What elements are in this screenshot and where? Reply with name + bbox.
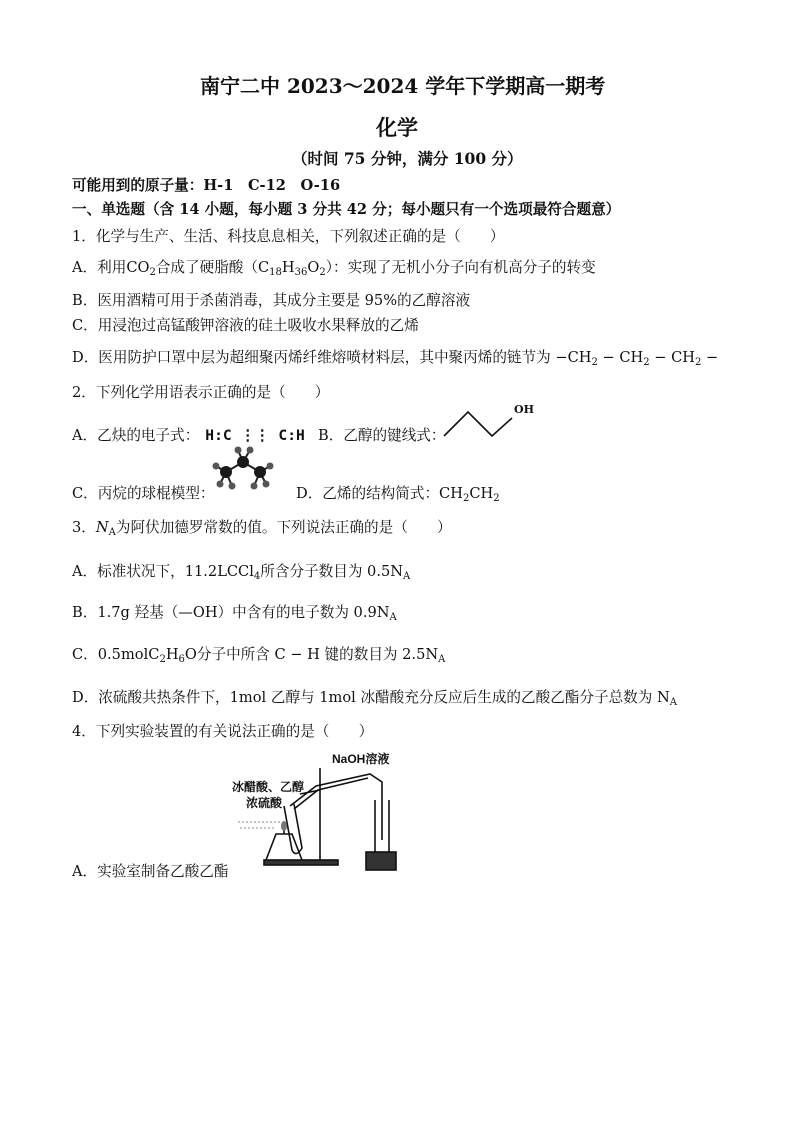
exam-title: 南宁二中 2023～2024 学年下学期高一期考 xyxy=(200,74,606,98)
q1-option-c: C．用浸泡过高锰酸钾溶液的硅土吸收水果释放的乙烯 xyxy=(72,317,419,334)
q1-option-d: D．医用防护口罩中层为超细聚丙烯纤维熔喷材料层，其中聚丙烯的链节为 $-CH_2 - CH_2 - CH_2$ − xyxy=(72,349,719,368)
time-note: （时间 75 分钟，满分 100 分） xyxy=(292,149,523,168)
q2-option-b-label: B．乙醇的键线式： xyxy=(318,427,446,444)
q1-stem: 1．化学与生产、生活、科技息息相关，下列叙述正确的是（ ） xyxy=(72,228,505,245)
q4-option-a: A．实验室制备乙酸乙酯 xyxy=(72,863,229,880)
q2-stem: 2．下列化学用语表示正确的是（ ） xyxy=(72,384,330,401)
acetylene-electron-formula: H꞉C ⋮⋮ C꞉H xyxy=(205,427,305,444)
q3-stem: 3．$N_A$为阿伏加德罗常数的值。下列说法正确的是（ ） xyxy=(72,519,452,538)
section-heading: 一、单选题（含 14 小题，每小题 3 分共 42 分；每小题只有一个选项最符合题意） xyxy=(72,201,621,218)
q2-option-d: D．乙烯的结构简式：$CH_2CH_2$ xyxy=(296,485,500,504)
q3-option-a: A．标准状况下，11.2LCCl$_4$所含分子数目为 $0.5N_A$ xyxy=(72,563,411,582)
fig-naoh-label: NaOH溶液 xyxy=(332,752,390,766)
q2-option-c: C．丙烷的球棍模型： xyxy=(72,485,215,502)
q3-option-d: D．浓硫酸共热条件下，1mol 乙醇与 1mol 冰醋酸充分反应后生成的乙酸乙酯分子总数为 $N_A$ xyxy=(72,689,678,708)
fig-reagents-label-1: 冰醋酸、乙醇 xyxy=(232,780,305,794)
subject-title: 化学 xyxy=(376,115,418,140)
q3-option-b: B．1.7g 羟基（—OH）中含有的电子数为 $0.9N_A$ xyxy=(72,604,397,623)
q1-option-a: A．利用$CO_2$合成了硬脂酸$(C_{18}H_{36}O_2)$：实现了无机小分子向有机高分子的转变 xyxy=(72,259,596,278)
q1-option-b: B．医用酒精可用于杀菌消毒，其成分主要是 95%的乙醇溶液 xyxy=(72,292,471,309)
q4-stem: 4．下列实验装置的有关说法正确的是（ ） xyxy=(72,723,374,740)
propane-ball-stick-model xyxy=(210,444,276,494)
atomic-masses: 可能用到的原子量：H-1 C-12 O-16 xyxy=(72,177,341,194)
fig-reagents-label-2: 浓硫酸 xyxy=(246,796,283,810)
q3-option-c: C．$0.5molC_2H_6O$分子中所含 C − H 键的数目为 $2.5N_A$ xyxy=(72,646,446,665)
q2-option-a: A．乙炔的电子式： H꞉C ⋮⋮ C꞉H xyxy=(72,427,305,444)
ethanol-oh-label: OH xyxy=(514,403,534,416)
